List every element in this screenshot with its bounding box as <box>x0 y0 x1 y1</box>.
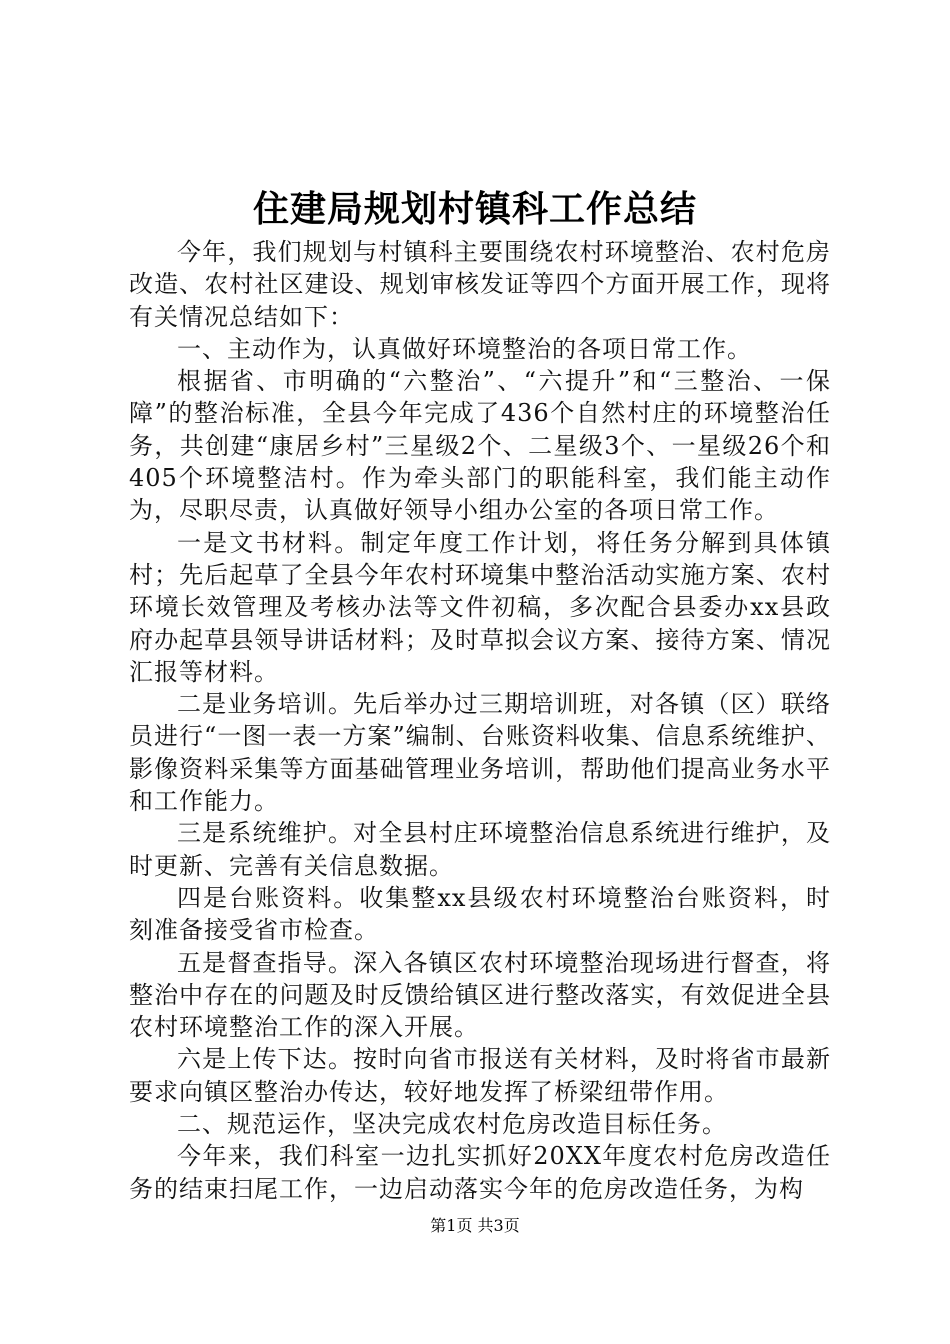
paragraph-supervision: 五是督查指导。深入各镇区农村环境整治现场进行督查，将整治中存在的问题及时反馈给镇区进行整改落实，有效促进全县农村环境整治工作的深入开展。 <box>129 948 831 1042</box>
paragraph-renovation: 今年来，我们科室一边扎实抓好20XX年度农村危房改造任务的结束扫尾工作，一边启动落实今年的危房改造任务，为构 <box>129 1142 831 1203</box>
document-title: 住建局规划村镇科工作总结 <box>252 188 697 230</box>
paragraph-training: 二是业务培训。先后举办过三期培训班，对各镇（区）联络员进行“一图一表一方案”编制、台账资料收集、信息系统维护、影像资料采集等方面基础管理业务培训，帮助他们提高业务水平和工作能力。 <box>129 690 831 816</box>
paragraph-ledger: 四是台账资料。收集整xx县级农村环境整治台账资料，时刻准备接受省市检查。 <box>129 883 831 945</box>
section-heading-2: 二、规范运作，坚决完成农村危房改造目标任务。 <box>177 1110 727 1139</box>
document-body <box>129 236 831 1205</box>
paragraph-documents: 一是文书材料。制定年度工作计划，将任务分解到具体镇村；先后起草了全县今年农村环境集中整治活动实施方案、农村环境长效管理及考核办法等文件初稿，多次配合县委办xx县政府办起草县领导讲话材料；及时草拟会议方案、接待方案、情况汇报等材料。 <box>129 528 831 686</box>
paragraph-communication: 六是上传下达。按时向省市报送有关材料，及时将省市最新要求向镇区整治办传达，较好地发挥了桥梁纽带作用。 <box>129 1045 831 1106</box>
section-heading-1: 一、主动作为，认真做好环境整治的各项日常工作。 <box>177 334 752 363</box>
paragraph-system-maintenance: 三是系统维护。对全县村庄环境整治信息系统进行维护，及时更新、完善有关信息数据。 <box>129 819 831 880</box>
page-footer: 第1页 共3页 <box>430 1216 520 1235</box>
paragraph-standards: 根据省、市明确的“六整治”、“六提升”和“三整治、一保障”的整治标准，全县今年完成了436个自然村庄的环境整治任务，共创建“康居乡村”三星级2个、二星级3个、一星级26个和405个环境整洁村。作为牵头部门的职能科室，我们能主动作为，尽职尽责，认真做好领导小组办公室的各项日常工作。 <box>129 367 831 525</box>
paragraph-intro: 今年，我们规划与村镇科主要围绕农村环境整治、农村危房改造、农村社区建设、规划审核发证等四个方面开展工作，现将有关情况总结如下： <box>129 238 831 331</box>
